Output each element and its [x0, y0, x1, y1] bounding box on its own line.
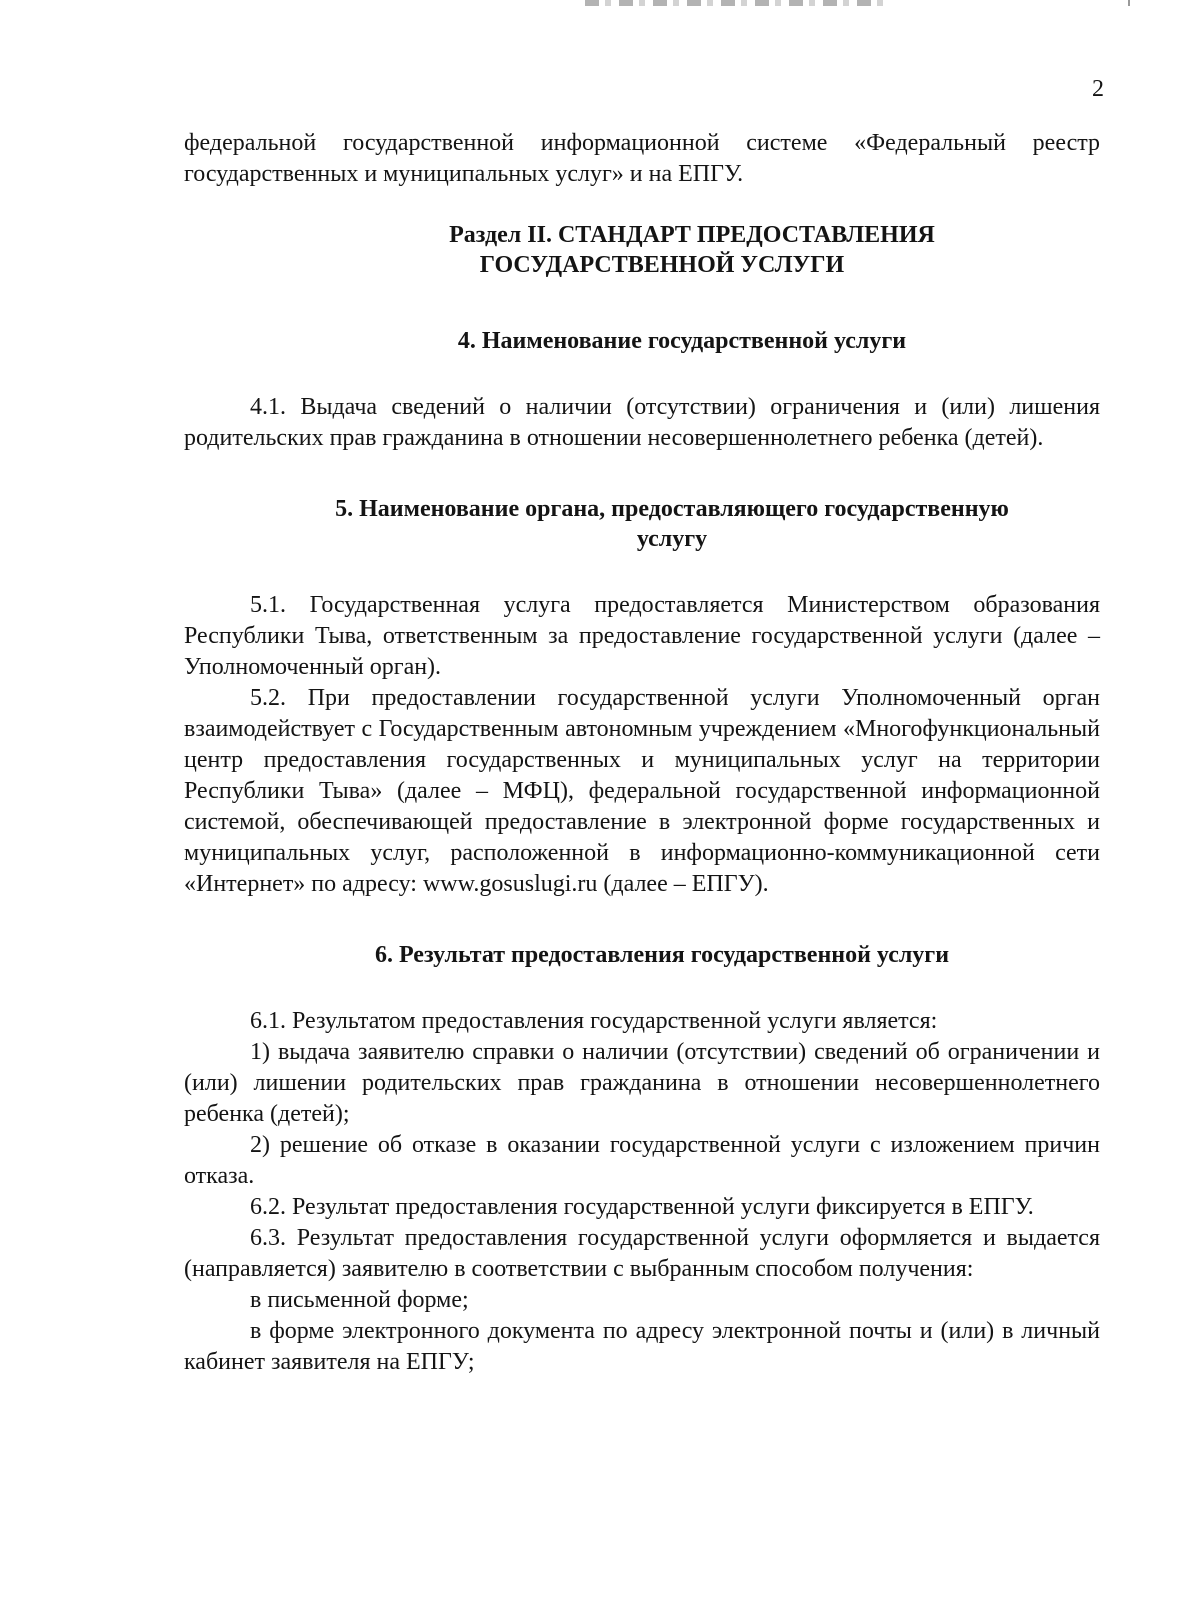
section-title	[184, 220, 1100, 280]
scan-artifact-top	[585, 0, 885, 6]
heading-6: 6. Результат предоставления государственной услуги	[374, 942, 950, 968]
heading-4: 4. Наименование государственной услуги	[457, 328, 907, 354]
paragraph-6-2: 6.2. Результат предоставления государственной услуги фиксируется в ЕПГУ.	[250, 1194, 1034, 1220]
paragraph-6-1-item-1: 1) выдача заявителю справки о наличии (отсутствии) сведений об ограничении и (или) лишении родительских прав гражданина в отношении несовершеннолетнего ребенка (детей);	[184, 1039, 1100, 1127]
paragraph-6-3-form-electronic: в форме электронного документа по адресу электронной почты и (или) в личный кабинет заявителя на ЕПГУ;	[184, 1318, 1100, 1375]
paragraph-6-3-form-written: в письменной форме;	[250, 1287, 469, 1313]
intro-paragraph: федеральной государственной информационной системе «Федеральный реестр государственных и муниципальных услуг» и на ЕПГУ.	[184, 130, 1100, 187]
section-title-line-1: Раздел II. СТАНДАРТ ПРЕДОСТАВЛЕНИЯ	[449, 222, 935, 248]
paragraph-6-1: 6.1. Результатом предоставления государственной услуги является:	[250, 1008, 938, 1034]
page-number: 2	[1092, 76, 1104, 102]
heading-5-line-2: услугу	[636, 526, 708, 552]
document-body	[184, 128, 1100, 1378]
section-title-line-2: ГОСУДАРСТВЕННОЙ УСЛУГИ	[479, 252, 845, 278]
heading-5-line-1: 5. Наименование органа, предоставляющего государственную	[335, 496, 1009, 522]
paragraph-6-3: 6.3. Результат предоставления государственной услуги оформляется и выдается (направляется) заявителю в соответствии с выбранным способом получения:	[184, 1225, 1100, 1282]
heading-5	[184, 494, 1100, 554]
paragraph-5-1: 5.1. Государственная услуга предоставляется Министерством образования Республики Тыва, ответственным за предоставление государственной услуги (далее – Уполномоченный орган).	[184, 592, 1100, 680]
paragraph-4-1: 4.1. Выдача сведений о наличии (отсутствии) ограничения и (или) лишения родительских прав гражданина в отношении несовершеннолетнего ребенка (детей).	[184, 394, 1100, 451]
paragraph-5-2: 5.2. При предоставлении государственной услуги Уполномоченный орган взаимодействует с Государственным автономным учреждением «Многофункциональный центр предоставления государственных и муниципальных услуг на территории Республики Тыва» (далее – МФЦ), федеральной государственной информационной системой, обеспечивающей предоставление в электронной форме государственных и муниципальных услуг, расположенной в информационно-коммуникационной сети «Интернет» по адресу: www.gosuslugi.ru (далее – ЕПГУ).	[184, 685, 1100, 897]
paragraph-6-1-item-2: 2) решение об отказе в оказании государственной услуги с изложением причин отказа.	[184, 1132, 1100, 1189]
scan-artifact-top-right	[1128, 0, 1130, 6]
